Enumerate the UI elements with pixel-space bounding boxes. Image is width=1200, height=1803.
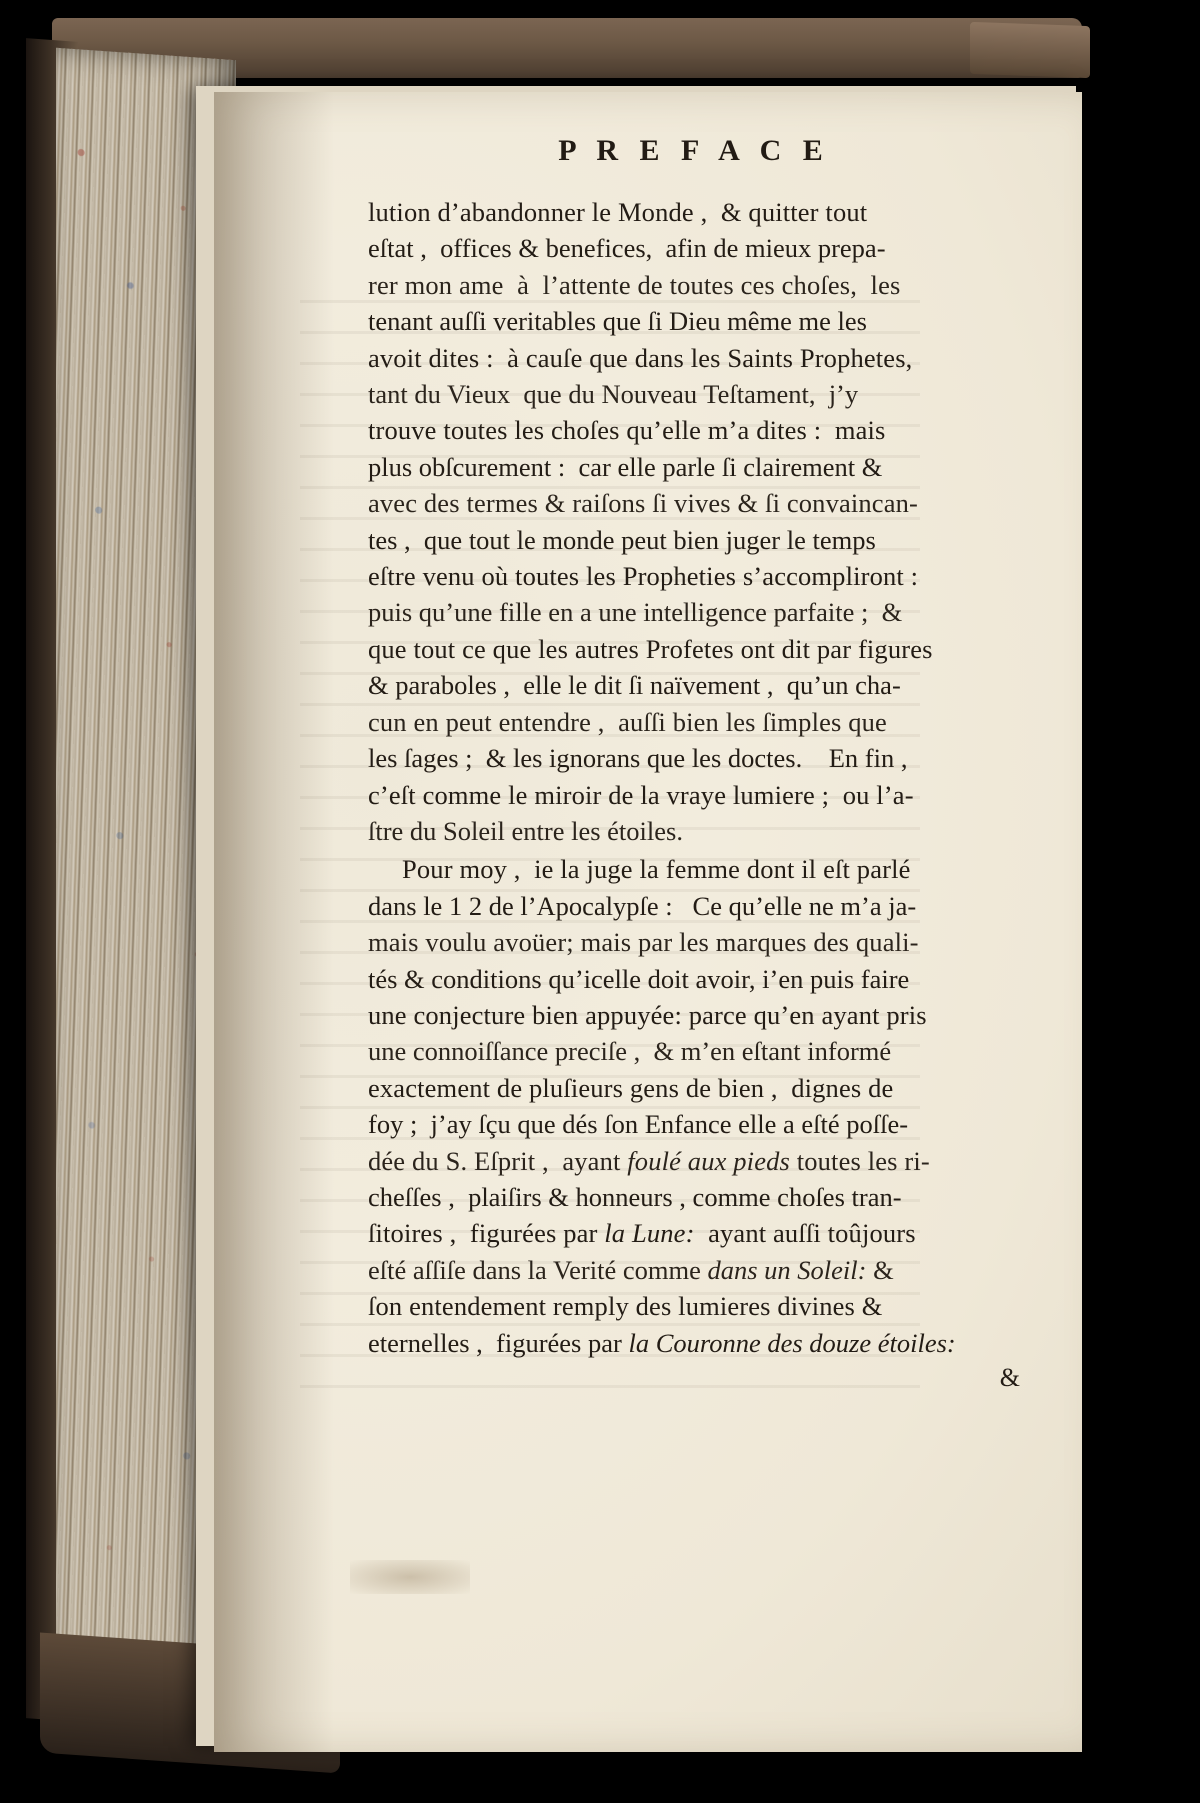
text-line: les ſages ; & les ignorans que les doctes. En fin , bbox=[368, 743, 908, 774]
line-prefix: ſitoires , figurées par bbox=[368, 1218, 605, 1249]
page-title: P R E F A C E bbox=[558, 134, 830, 167]
text-line: puis qu’une fille en a une intelligence parfaite ; & bbox=[368, 597, 903, 628]
text-line: trouve toutes les choſes qu’elle m’a dites : mais bbox=[368, 415, 886, 446]
text-line: plus obſcurement : car elle parle ſi clairement & bbox=[368, 451, 883, 482]
text-line: ſtre du Soleil entre les étoiles. bbox=[368, 815, 683, 846]
text-line: dans le 1 2 de l’Apocalypſe : Ce qu’elle ne m’a ja- bbox=[368, 890, 917, 921]
text-line: avec des termes & raiſons ſi vives & ſi convaincan- bbox=[368, 488, 918, 519]
text-line: cun en peut entendre , auſſi bien les ſimples que bbox=[368, 706, 887, 737]
italic-phrase: foulé aux pieds bbox=[627, 1145, 790, 1176]
text-line: ſon entendement remply des lumieres divines & bbox=[368, 1291, 883, 1322]
catchword: & bbox=[999, 1363, 1020, 1392]
italic-phrase: la Couronne des douze étoiles: bbox=[628, 1327, 956, 1358]
line-suffix: toutes les ri- bbox=[789, 1145, 930, 1176]
text-line: eſtat , offices & benefices, afin de mieux prepa- bbox=[368, 233, 886, 264]
text-line: tenant auſſi veritables que ſi Dieu même me les bbox=[368, 306, 867, 337]
text-line-with-italic bbox=[368, 1325, 1020, 1361]
text-line: lution d’abandonner le Monde , & quitter tout bbox=[368, 197, 868, 227]
text-line: tés & conditions qu’icelle doit avoir, i’en puis faire bbox=[368, 963, 910, 994]
text-line: eſtre venu où toutes les Propheties s’accompliront : bbox=[368, 561, 919, 592]
text-line: cheſſes , plaiſirs & honneurs , comme choſes tran- bbox=[368, 1181, 902, 1212]
text-line-with-italic bbox=[368, 1252, 1020, 1288]
text-line: rer mon ame à l’attente de toutes ces choſes, les bbox=[368, 269, 901, 300]
text-line: Pour moy , ie la juge la femme dont il eſt parlé bbox=[402, 854, 911, 885]
paragraph-1 bbox=[368, 194, 1020, 849]
paragraph-2 bbox=[368, 851, 1020, 1361]
text-line: foy ; j’ay ſçu que dés ſon Enfance elle a eſté poſſe- bbox=[368, 1109, 909, 1140]
line-prefix: dée du S. Eſprit , ayant bbox=[368, 1145, 628, 1176]
text-line: avoit dites : à cauſe que dans les Saints Prophetes, bbox=[368, 342, 913, 373]
text-line: mais voulu avoüer; mais par les marques des quali- bbox=[368, 927, 919, 958]
text-line: tant du Vieux que du Nouveau Teſtament, j’y bbox=[368, 379, 859, 410]
text-line-with-italic bbox=[368, 1215, 1020, 1251]
text-column bbox=[368, 134, 1020, 1393]
line-suffix: & bbox=[866, 1254, 894, 1285]
text-line: tes , que tout le monde peut bien juger le temps bbox=[368, 524, 876, 555]
text-line: une connoiſſance preciſe , & m’en eſtant informé bbox=[368, 1036, 892, 1067]
line-suffix: ayant auſſi toûjours bbox=[694, 1218, 916, 1249]
text-line: & paraboles , elle le dit ſi naïvement , qu’un cha- bbox=[368, 670, 901, 701]
italic-phrase: la Lune: bbox=[604, 1218, 695, 1249]
text-line-with-italic bbox=[368, 1143, 1020, 1179]
text-line: que tout ce que les autres Profetes ont dit par figures bbox=[368, 633, 933, 664]
text-line: c’eſt comme le miroir de la vraye lumiere ; ou l’a- bbox=[368, 779, 914, 810]
line-prefix: eſté aſſiſe dans la Verité comme bbox=[368, 1254, 708, 1285]
italic-phrase: dans un Soleil: bbox=[707, 1254, 867, 1285]
text-line: une conjecture bien appuyée: parce qu’en ayant pris bbox=[368, 999, 927, 1030]
line-prefix: eternelles , figurées par bbox=[368, 1327, 629, 1358]
text-line: exactement de pluſieurs gens de bien , dignes de bbox=[368, 1072, 894, 1103]
